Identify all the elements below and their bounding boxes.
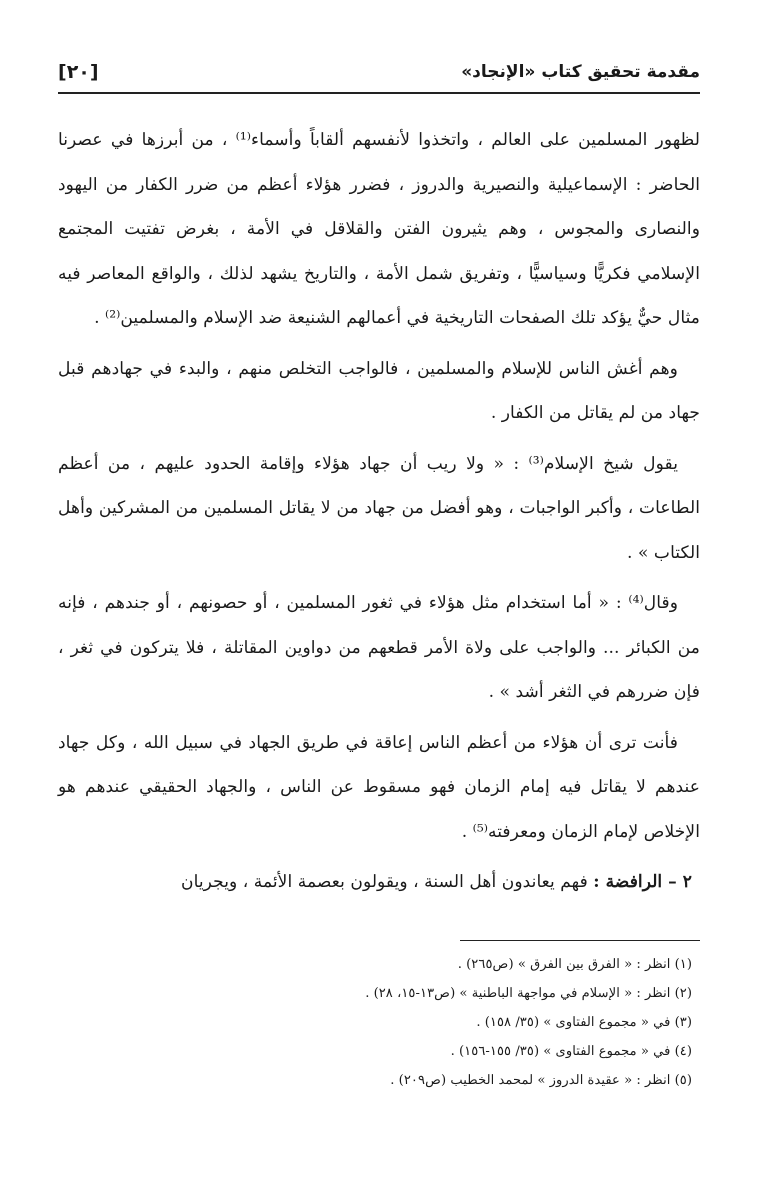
header-divider	[58, 92, 700, 94]
paragraph-3: يقول شيخ الإسلام⁽³⁾ : « ولا ريب أن جهاد هؤلاء وإقامة الحدود عليهم ، من أعظم الطاعات ، وأكبر الواجبات ، وهو أفضل من جهاد من لا يقاتل المسلمين من المشركين وأهل الكتاب » .	[58, 453, 700, 563]
footnote-4: (٤) في « مجموع الفتاوى » (٣٥/ ١٥٥-١٥٦) .	[450, 1044, 692, 1059]
book-page	[58, 0, 700, 1192]
page-header	[58, 55, 700, 89]
footnote-5: (٥) انظر : « عقيدة الدروز » لمحمد الخطيب (ص٢٠٩) .	[390, 1073, 692, 1088]
paragraph-2: وهم أغش الناس للإسلام والمسلمين ، فالواجب التخلص منهم ، والبدء في جهادهم قبل جهاد من لم يقاتل من الكفار .	[58, 358, 700, 423]
footnotes	[58, 950, 692, 1095]
running-title: مقدمة تحقيق كتاب «الإنجاد»	[461, 62, 700, 82]
footnote-divider	[460, 940, 700, 941]
main-text	[58, 118, 700, 911]
footnote-3: (٣) في « مجموع الفتاوى » (٣٥/ ١٥٨) .	[476, 1015, 692, 1030]
footnote-1: (١) انظر : « الفرق بين الفرق » (ص٢٦٥) .	[457, 957, 692, 972]
paragraph-5: فأنت ترى أن هؤلاء من أعظم الناس إعاقة في طريق الجهاد في سبيل الله ، وكل جهاد عندهم لا يقاتل فيه إمام الزمان فهو مسقوط عن الناس ، والجهاد الحقيقي عندهم هو الإخلاص لإمام الزمان ومعرفته⁽⁵⁾ .	[58, 732, 700, 842]
section-heading-rafida: ٢ – الرافضة :	[593, 872, 692, 892]
paragraph-1: لظهور المسلمين على العالم ، واتخذوا لأنفسهم ألقاباً وأسماء⁽¹⁾ ، من أبرزها في عصرنا الحاضر : الإسماعيلية والنصيرية والدروز ، فضرر هؤلاء أعظم من ضرر الكفار من اليهود والنصارى والمجوس ، وهم يثيرون الفتن والقلاقل في الأمة ، بغرض تفتيت المجتمع الإسلامي فكريًّا وسياسيًّا ، وتفريق شمل الأمة ، والتاريخ يشهد لذلك ، والواقع المعاصر فيه مثال حيٌّ يؤكد تلك الصفحات التاريخية في أعمالهم الشنيعة ضد الإسلام والمسلمين⁽²⁾ .	[58, 130, 700, 328]
page-number: [٢٠]	[58, 61, 99, 83]
paragraph-6-text: فهم يعاندون أهل السنة ، ويقولون بعصمة الأئمة ، ويجريان	[180, 872, 594, 892]
paragraph-4: وقال⁽⁴⁾ : « أما استخدام مثل هؤلاء في ثغور المسلمين ، أو حصونهم ، أو جندهم ، فإنه من الكبائر ... والواجب على ولاة الأمر قطعهم من دواوين المقاتلة ، فلا يتركون في ثغر ، فإن ضررهم في الثغر أشد » .	[58, 593, 700, 702]
paragraph-6	[58, 860, 700, 905]
footnote-2: (٢) انظر : « الإسلام في مواجهة الباطنية » (ص١٣-١٥، ٢٨) .	[365, 986, 692, 1001]
